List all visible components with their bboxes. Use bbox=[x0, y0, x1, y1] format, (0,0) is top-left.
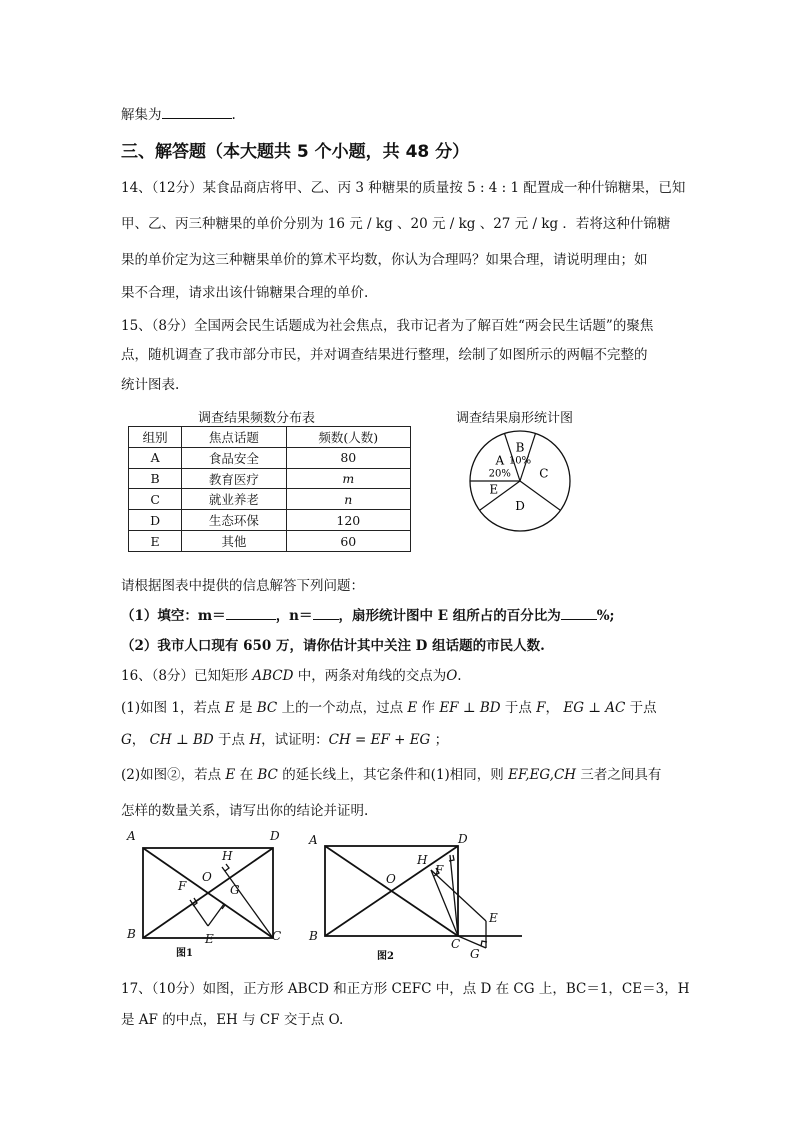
q15-sub1: （1）填空：m＝ ，n＝ ，扇形统计图中 E 组所占的百分比为 %; bbox=[121, 608, 615, 624]
label-c: C bbox=[272, 929, 282, 943]
q17-line-1: 17、（10分）如图，正方形 ABCD 和正方形 CEFC 中，点 D 在 CG 上，BC＝1，CE＝3，H bbox=[121, 981, 690, 997]
table-cell: A bbox=[129, 447, 182, 468]
label-e: E bbox=[489, 911, 498, 925]
label-d: D bbox=[458, 832, 468, 846]
table-row bbox=[129, 447, 411, 468]
q17-line-2: 是 AF 的中点，EH 与 CF 交于点 O. bbox=[121, 1012, 344, 1028]
table-header: 频数(人数) bbox=[286, 427, 410, 448]
table-header: 焦点话题 bbox=[182, 427, 286, 448]
table-cell: m bbox=[286, 468, 410, 489]
table-header-row bbox=[129, 427, 411, 448]
table-cell: C bbox=[129, 489, 182, 510]
q15-line-2: 点，随机调查了我市部分市民，并对调查结果进行整理，绘制了如图所示的两幅不完整的 bbox=[121, 347, 648, 363]
label-e: E bbox=[205, 932, 214, 946]
label-o: O bbox=[386, 872, 396, 886]
figure-2-caption: 图2 bbox=[377, 951, 394, 962]
table-cell: 食品安全 bbox=[182, 447, 286, 468]
pie-slice-label-e: E bbox=[489, 482, 499, 497]
q16-part1-line1: (1)如图 1，若点 E 是 BC 上的一个动点，过点 E 作 EF ⊥ BD 于点 F， EG ⊥ AC 于点 bbox=[121, 700, 657, 716]
table-row bbox=[129, 531, 411, 552]
table-cell: E bbox=[129, 531, 182, 552]
segment-ef bbox=[190, 900, 208, 926]
pie-slice-label-c: C bbox=[539, 466, 549, 481]
label-d: D bbox=[270, 829, 280, 843]
answer-blank[interactable] bbox=[162, 106, 232, 119]
pie-slice-value-a: 20% bbox=[488, 468, 511, 480]
table-cell: 教育医疗 bbox=[182, 468, 286, 489]
frequency-table bbox=[128, 426, 411, 552]
pie-slice-label-a: A bbox=[495, 453, 505, 468]
label-b: B bbox=[309, 929, 318, 943]
table-cell: 60 bbox=[286, 531, 410, 552]
label-f: F bbox=[435, 863, 444, 877]
label-h: H bbox=[417, 853, 428, 867]
label-o: O bbox=[202, 870, 212, 884]
pie-slice-value-b: 10% bbox=[508, 455, 532, 467]
answer-blank-percent[interactable] bbox=[561, 607, 597, 620]
figure-1 bbox=[118, 826, 290, 960]
label-b: B bbox=[127, 927, 136, 941]
q16-intro: 16、（8分）已知矩形 ABCD 中，两条对角线的交点为O. bbox=[121, 668, 462, 684]
table-cell: 就业养老 bbox=[182, 489, 286, 510]
pie-slice-label-b: B bbox=[515, 440, 525, 455]
q16-part1-line2: G， CH ⊥ BD 于点 H，试证明：CH = EF + EG ； bbox=[121, 732, 449, 748]
table-cell: D bbox=[129, 510, 182, 531]
q15-line-1: 15、（8分）全国两会民生话题成为社会焦点，我市记者为了解百姓“两会民生话题”的聚焦 bbox=[121, 318, 654, 334]
table-row bbox=[129, 489, 411, 510]
figure-1-caption: 图1 bbox=[176, 948, 193, 959]
q15-prompt: 请根据图表中提供的信息解答下列问题： bbox=[121, 578, 364, 594]
label-c: C bbox=[451, 937, 461, 951]
right-angle-mark bbox=[225, 864, 229, 871]
segment-eg bbox=[208, 904, 224, 926]
pie-chart-title: 调查结果扇形统计图 bbox=[456, 411, 574, 426]
table-cell: 其他 bbox=[182, 531, 286, 552]
table-row bbox=[129, 510, 411, 531]
q14-line-3: 果的单价定为这三种糖果单价的算术平均数，你认为合理吗？如果合理，请说明理由；如 bbox=[121, 252, 648, 268]
label-a: A bbox=[127, 829, 136, 843]
table-row bbox=[129, 468, 411, 489]
segment-ch bbox=[222, 867, 273, 938]
answer-blank-n[interactable] bbox=[313, 607, 339, 620]
table-header: 组别 bbox=[129, 427, 182, 448]
q15-line-3: 统计图表. bbox=[121, 377, 180, 393]
table-cell: n bbox=[286, 489, 410, 510]
table-cell: 80 bbox=[286, 447, 410, 468]
q16-part2-line2: 怎样的数量关系，请写出你的结论并证明. bbox=[121, 803, 369, 819]
q16-part2-line1: (2)如图②，若点 E 在 BC 的延长线上，其它条件和(1)相同，则 EF,EG,CH 三者之间具有 bbox=[121, 767, 662, 783]
table-cell: 120 bbox=[286, 510, 410, 531]
segment-ch bbox=[450, 855, 458, 936]
label-g: G bbox=[470, 947, 480, 961]
table-cell: 生态环保 bbox=[182, 510, 286, 531]
label-f: F bbox=[178, 879, 187, 893]
label-g: G bbox=[230, 883, 240, 897]
pie-slice-label-d: D bbox=[515, 499, 525, 513]
figure-2 bbox=[300, 826, 530, 964]
q14-line-2: 甲、乙、丙三种糖果的单价分别为 16 元 / kg 、20 元 / kg 、27 元 / kg ．若将这种什锦糖 bbox=[121, 216, 671, 232]
q14-line-4: 果不合理，请求出该什锦糖果合理的单价. bbox=[121, 285, 369, 301]
section-title: 三、解答题（本大题共 5 个小题，共 48 分） bbox=[121, 142, 470, 162]
prev-answer-line: 解集为 . bbox=[121, 107, 236, 123]
table-cell: B bbox=[129, 468, 182, 489]
table-caption: 调查结果频数分布表 bbox=[198, 411, 316, 426]
q15-sub2: （2）我市人口现有 650 万，请你估计其中关注 D 组话题的市民人数. bbox=[121, 638, 545, 654]
label-h: H bbox=[222, 849, 233, 863]
pie-chart bbox=[460, 426, 580, 536]
label-a: A bbox=[309, 833, 318, 847]
q14-line-1: 14、（12分）某食品商店将甲、乙、丙 3 种糖果的质量按 5 : 4 : 1 配置成一种什锦糖果，已知 bbox=[121, 180, 686, 196]
answer-blank-m[interactable] bbox=[226, 607, 276, 620]
